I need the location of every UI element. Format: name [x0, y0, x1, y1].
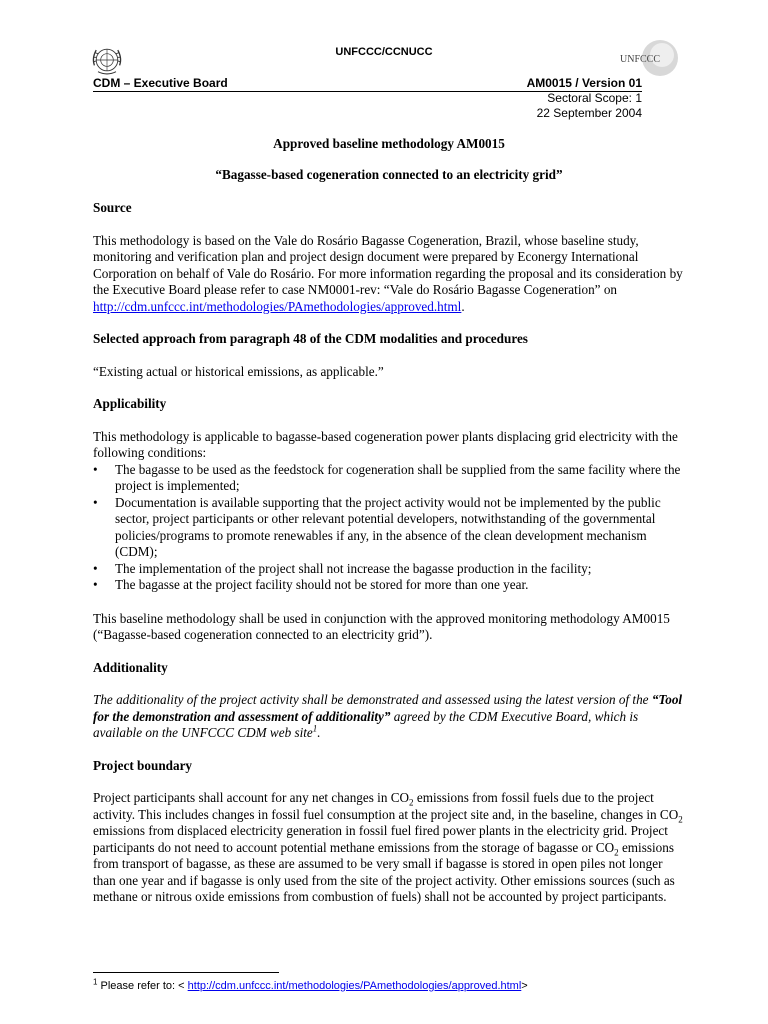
list-item: • The bagasse at the project facility should not be stored for more than one year. [93, 577, 529, 592]
unfccc-logo-icon [618, 38, 682, 80]
doc-date: 22 September 2004 [536, 106, 642, 120]
bullet-icon: • [93, 461, 98, 477]
doc-title: Approved baseline methodology AM0015 [273, 136, 505, 151]
bullet-icon: • [93, 494, 98, 510]
board-label: CDM – Executive Board [93, 76, 228, 90]
footnote-rule [93, 972, 279, 973]
doc-meta [527, 76, 642, 121]
source-end: . [461, 298, 465, 314]
applicability-heading: Applicability [93, 396, 167, 411]
additionality-heading: Additionality [93, 659, 168, 675]
approach-heading: Selected approach from paragraph 48 of the CDM modalities and procedures [93, 331, 528, 346]
svg-text:UNFCCC: UNFCCC [620, 54, 661, 65]
source-paragraph [93, 233, 685, 316]
conjunction-paragraph: This baseline methodology shall be used in conjunction with the approved monitoring methodology AM0015 (“Bagasse-based cogeneration connected to an electricity grid”). [93, 610, 670, 642]
footnote-number: 1 [93, 977, 98, 987]
conditions-list [93, 462, 685, 594]
source-heading: Source [93, 200, 132, 215]
header-rule [93, 91, 642, 92]
boundary-heading: Project boundary [93, 757, 193, 773]
footnote-link[interactable]: http://cdm.unfccc.int/methodologies/PAmethodologies/approved.html [187, 980, 522, 992]
org-name: UNFCCC/CCNUCC [335, 46, 433, 58]
bullet-icon: • [93, 577, 98, 592]
approach-text: “Existing actual or historical emissions, as applicable.” [93, 363, 384, 379]
list-item: • The implementation of the project shall not increase the bagasse production in the facility; [93, 560, 592, 576]
list-item: • Documentation is available supporting that the project activity would not be implemented by the public sector, project participants or other relevant potential developers, notwithstanding of the governmental policies/programs to promote renewables if any, in the absence of the clean development mechanism (CDM); [93, 494, 661, 559]
doc-id: AM0015 / Version 01 [526, 76, 642, 90]
applicability-intro: This methodology is applicable to bagasse-based cogeneration power plants displacing grid electricity with the following conditions: [93, 428, 678, 460]
list-item: • The bagasse to be used as the feedstock for cogeneration shall be supplied from the same facility where the project is implemented; [93, 461, 681, 493]
document-body [93, 136, 685, 906]
doc-subtitle: “Bagasse-based cogeneration connected to an electricity grid” [215, 166, 563, 182]
source-text: This methodology is based on the Vale do Rosário Bagasse Cogeneration, Brazil, whose baseline study, monitoring and verification plan and project design document were prepared by Econergy International Corporation on behalf of Vale do Rosário. For more information regarding the proposal and its consideration by the Executive Board please refer to case NM0001-rev: “Vale do Rosário Bagasse Cogeneration” on [93, 232, 683, 297]
tool-name: “Tool for the demonstration and assessment of additionality” [93, 692, 683, 724]
footnote: $^1$ Please refer to: < http://cdm.unfccc.int/methodologies/PAmethodologies/approved.html> [93, 977, 528, 992]
boundary-paragraph: Project participants shall account for any net changes in $CO_2$ emissions from fossil fuels due to the project activity. This includes changes in fossil fuel consumption at the project site and, in the baseline, changes in $CO_2$ emissions from displaced electricity generation in fossil fuel fired power plants in the electricity grid. Project participants do not need to account potential methane emissions from the storage of bagasse or $CO_2$ emissions from transport of bagasse, as these are assumed to be very small if bagasse is stored in open piles not longer than one year and if bagasse is only used from the site of the project activity. Other emissions sources (such as methane or nitrous oxide emissions from combustion of fuels) shall not be accounted by project participants. [93, 790, 683, 904]
bullet-icon: • [93, 560, 98, 576]
methodologies-link[interactable]: http://cdm.unfccc.int/methodologies/PAmethodologies/approved.html [93, 298, 462, 314]
sectoral-scope: Sectoral Scope: 1 [547, 91, 642, 105]
footnote-ref: 1 [312, 723, 318, 734]
additionality-paragraph: The additionality of the project activity shall be demonstrated and assessed using the latest version of the “Tool for the demonstration and assessment of additionality” agreed by the CDM Executive Board, which is available on the UNFCCC CDM web site$^1$. [93, 692, 683, 740]
